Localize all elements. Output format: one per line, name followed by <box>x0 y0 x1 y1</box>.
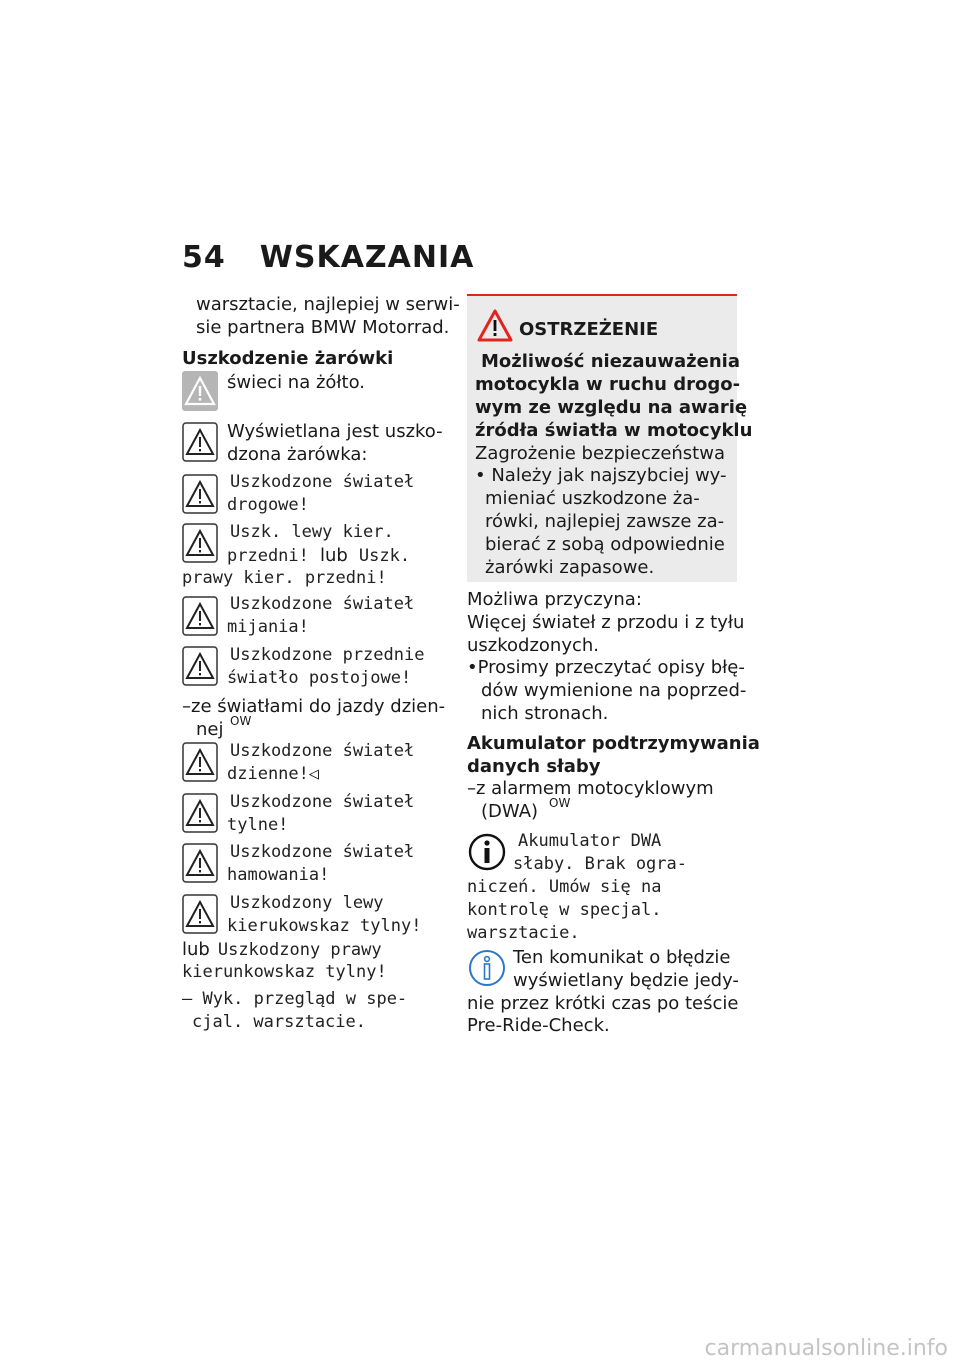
dwa-line-1: –z alarmem motocyklowym <box>467 778 714 799</box>
message-rear-light-1: Uszkodzone świateł <box>230 792 415 812</box>
battery-msg-5: warsztacie. <box>467 923 580 943</box>
page-number: 54 <box>182 240 226 275</box>
page-title: WSKAZANIA <box>259 240 475 275</box>
message-rear-light-2: tylne! <box>227 815 289 835</box>
message-daytime-2: dzienne!◁ <box>227 764 320 784</box>
drl-line-1: –ze światłami do jazdy dzien- <box>182 696 446 717</box>
note-line-1: Ten komunikat o błędzie <box>513 947 731 968</box>
section-title-bulb: Uszkodzenie żarówki <box>182 348 394 369</box>
battery-title-2: danych słaby <box>467 756 601 777</box>
message-brake-light-1: Uszkodzone świateł <box>230 842 415 862</box>
warning-bullet-1: • Należy jak najszybciej wy- <box>475 465 727 486</box>
page-header <box>182 240 474 275</box>
message-low-beam-2: mijania! <box>227 617 309 637</box>
warning-triangle-icon <box>182 742 218 782</box>
warning-bullet-2: mieniać uszkodzone ża- <box>485 488 700 509</box>
note-line-4: Pre-Ride-Check. <box>467 1015 610 1036</box>
cause-line-3: uszkodzonych. <box>467 635 600 656</box>
message-brake-light-2: hamowania! <box>227 865 330 885</box>
note-line-3: nie przez krótki czas po teście <box>467 993 739 1014</box>
warning-bullet-3: rówki, najlepiej zawsze za- <box>485 511 725 532</box>
message-front-right-indicator-2: prawy kier. przedni! <box>182 568 387 588</box>
message-parking-light-1: Uszkodzone przednie <box>230 645 425 665</box>
message-high-beam-1: Uszkodzone świateł <box>230 472 415 492</box>
warning-title-2: motocykla w ruchu drogo- <box>475 374 741 395</box>
message-rear-right-line <box>182 938 382 962</box>
warning-title-3: wym ze względu na awarię <box>475 397 748 418</box>
footer-watermark[interactable]: carmanualsonline.info <box>704 1336 948 1361</box>
message-front-right-indicator-1: Uszk. <box>358 546 411 566</box>
battery-msg-4: kontrolę w specjal. <box>467 900 662 920</box>
warning-title-1: Możliwość niezauważenia <box>481 351 740 372</box>
message-daytime-1: Uszkodzone świateł <box>230 741 415 761</box>
message-rear-left-indicator-1: Uszkodzony lewy <box>230 893 384 913</box>
message-front-left-indicator-2: przedni! <box>227 546 309 566</box>
message-rear-right-indicator-1: Uszkodzony prawy <box>217 940 382 960</box>
info-outline-icon <box>467 948 507 988</box>
battery-title-1: Akumulator podtrzymywania <box>467 733 760 754</box>
warning-title-4: źródła światła w motocyklu <box>475 420 753 441</box>
warning-triangle-icon <box>182 646 218 686</box>
message-workshop-2: cjal. warsztacie. <box>192 1012 366 1032</box>
warning-triangle-icon <box>182 596 218 636</box>
advice-line-1: •Prosimy przeczytać opisy błę- <box>467 657 745 678</box>
warning-triangle-filled-icon <box>182 371 218 411</box>
intro-line-2: sie partnera BMW Motorrad. <box>196 317 450 338</box>
note-line-2: wyświetlany będzie jedy- <box>513 970 739 991</box>
message-high-beam-2: drogowe! <box>227 495 309 515</box>
message-front-left-indicator: Uszk. lewy kier. <box>230 522 394 542</box>
message-parking-light-2: światło postojowe! <box>227 668 412 688</box>
warning-triangle-icon <box>182 894 218 934</box>
warning-bullet-4: bierać z sobą odpowiednie <box>485 534 725 555</box>
warning-label: OSTRZEŻENIE <box>519 319 659 340</box>
message-low-beam-1: Uszkodzone świateł <box>230 594 415 614</box>
cause-line-2: Więcej świateł z przodu i z tyłu <box>467 612 745 633</box>
shown-line-1: Wyświetlana jest uszko- <box>227 421 443 442</box>
warning-triangle-icon <box>182 793 218 833</box>
warning-triangle-icon <box>182 474 218 514</box>
shown-line-2: dzona żarówka: <box>227 444 368 465</box>
message-front-indicator-line <box>227 544 410 568</box>
advice-line-3: nich stronach. <box>481 703 609 724</box>
warning-red-triangle-icon <box>477 309 513 343</box>
warning-triangle-icon <box>182 523 218 563</box>
message-rear-left-indicator-2: kierukowskaz tylny! <box>227 916 422 936</box>
lub-label: lub <box>182 939 210 960</box>
ow-marker: OW <box>549 796 571 810</box>
lub-label: lub <box>319 545 348 566</box>
warning-bullet-5: żarówki zapasowe. <box>485 557 655 578</box>
warning-triangle-icon <box>182 422 218 462</box>
battery-msg-3: niczeń. Umów się na <box>467 877 662 897</box>
battery-msg-1: Akumulator DWA <box>518 831 662 851</box>
battery-msg-2: słaby. Brak ogra- <box>513 854 687 874</box>
cause-line-1: Możliwa przyczyna: <box>467 589 642 610</box>
advice-line-2: dów wymienione na poprzed- <box>481 680 747 701</box>
warning-triangle-icon <box>182 843 218 883</box>
ow-marker: OW <box>230 714 252 728</box>
drl-line-2: nej <box>196 719 224 740</box>
message-rear-right-indicator-2: kierunkowskaz tylny! <box>182 962 387 982</box>
intro-line-1: warsztacie, najlepiej w serwi- <box>196 294 460 315</box>
info-icon <box>467 832 507 872</box>
yellow-line: świeci na żółto. <box>227 372 366 393</box>
dwa-line-2: (DWA) <box>481 801 539 822</box>
message-workshop-1: – Wyk. przegląd w spe- <box>182 989 408 1009</box>
warning-hazard: Zagrożenie bezpieczeństwa <box>475 443 725 464</box>
